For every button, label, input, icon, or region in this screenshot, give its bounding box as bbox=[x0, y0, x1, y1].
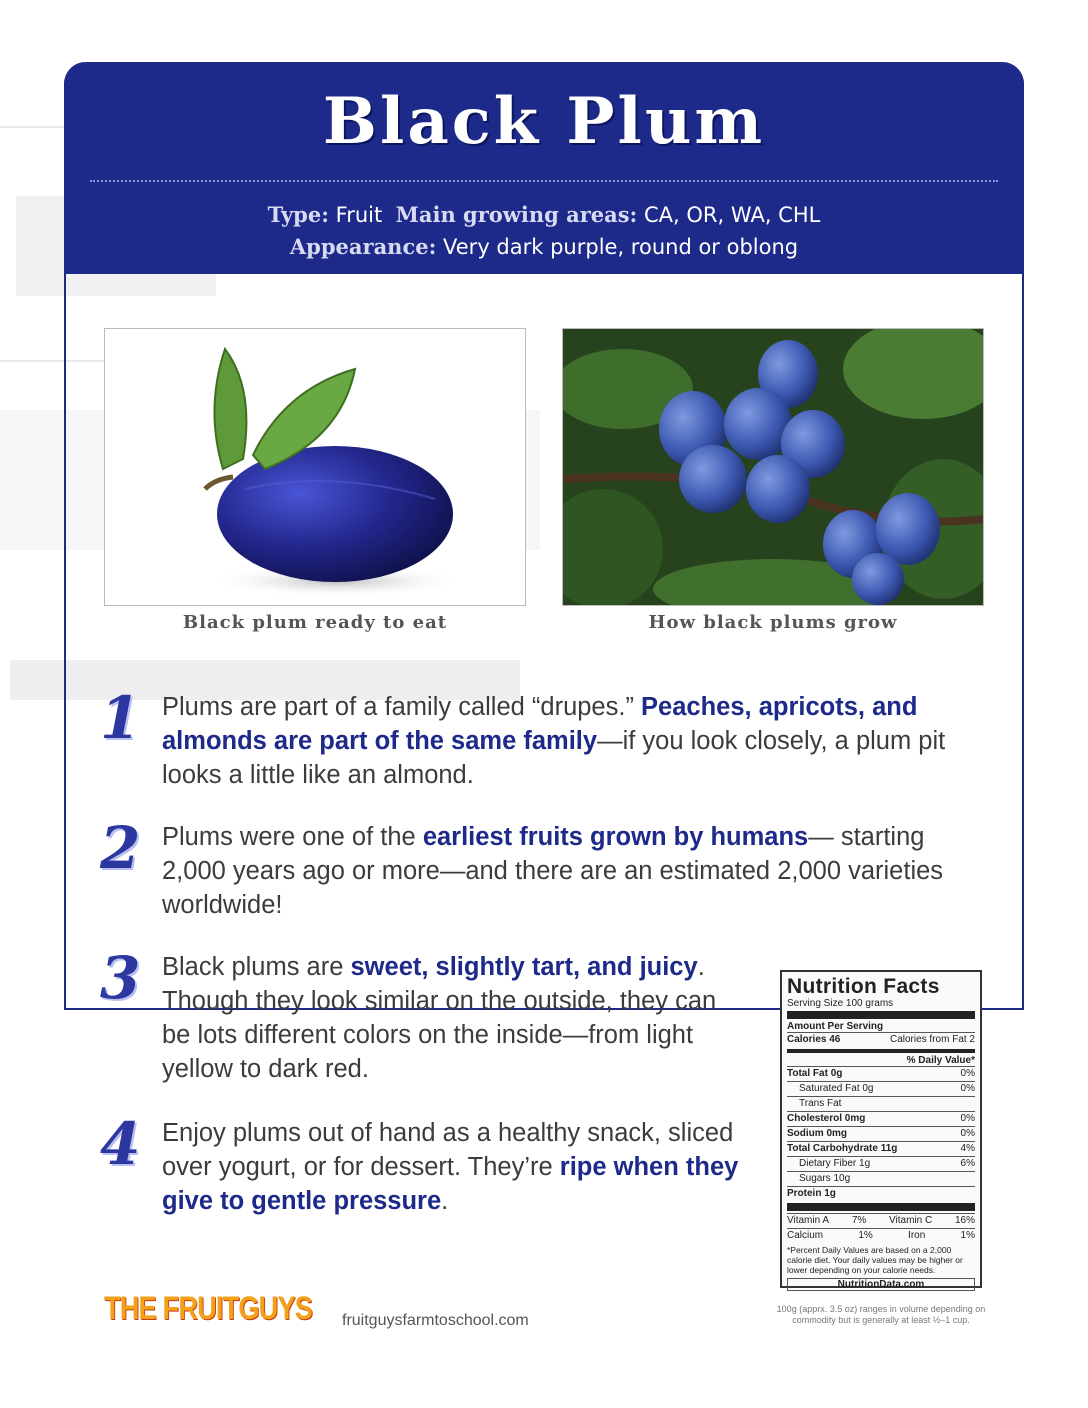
fact-text-part: Black plums are bbox=[162, 953, 351, 981]
nutrient-label: Sodium 0mg bbox=[787, 1128, 848, 1139]
fact-text bbox=[162, 1116, 742, 1218]
photo-caption: Black plum ready to eat bbox=[182, 612, 448, 633]
nutrient-label: Sugars 10g bbox=[799, 1173, 851, 1184]
vitamin-right: Vitamin C bbox=[889, 1215, 933, 1226]
nutrition-facts-panel bbox=[780, 970, 982, 1288]
fact-highlight: sweet, slightly tart, and juicy bbox=[350, 953, 698, 981]
vitamin-rval: 1% bbox=[960, 1230, 975, 1241]
nutrient-label: Saturated Fat 0g bbox=[799, 1083, 874, 1094]
nutrition-source: NutritionData.com bbox=[787, 1278, 975, 1291]
nutrient-row bbox=[787, 1096, 975, 1111]
fact-text-part: . bbox=[441, 1187, 449, 1215]
fact-highlight: Peaches, apricots, and almonds are part of the same family bbox=[162, 693, 918, 755]
nutrient-value: 0% bbox=[960, 1128, 975, 1139]
fact-number: 4 bbox=[100, 1110, 141, 1178]
meta-line-2 bbox=[64, 234, 1024, 259]
nutrient-row bbox=[787, 1081, 975, 1096]
website-link[interactable]: fruitguysfarmtoschool.com bbox=[342, 1312, 529, 1329]
vitamin-left: Calcium bbox=[787, 1230, 824, 1241]
vitamin-row bbox=[787, 1213, 975, 1228]
fact-text-part: —if you look closely, a plum pit looks a little like an almond. bbox=[162, 727, 946, 789]
fact-text-part: — starting 2,000 years ago or more—and there are an estimated 2,000 varieties worldwide! bbox=[162, 823, 944, 919]
nutrient-value: 0% bbox=[960, 1068, 975, 1079]
nutrient-row bbox=[787, 1156, 975, 1171]
fact-text bbox=[162, 690, 972, 792]
plum-tree-photo bbox=[562, 328, 984, 606]
amount-per-serving: Amount Per Serving bbox=[787, 1021, 884, 1032]
type-value: Fruit bbox=[335, 203, 383, 227]
appearance-label: Appearance: bbox=[289, 234, 437, 259]
header-banner bbox=[64, 62, 1024, 274]
page-title: Black Plum bbox=[322, 84, 766, 159]
plum-photo bbox=[104, 328, 526, 606]
vitamin-rval: 16% bbox=[954, 1215, 975, 1226]
fact-item bbox=[100, 1110, 740, 1226]
fact-text-part: Enjoy plums out of hand as a healthy snack, sliced over yogurt, or for dessert. They’re bbox=[162, 1119, 734, 1181]
nutrient-label: Dietary Fiber 1g bbox=[799, 1158, 871, 1169]
vitamin-lval: 1% bbox=[858, 1230, 873, 1241]
meta-line-1 bbox=[64, 202, 1024, 227]
nutrient-row bbox=[787, 1066, 975, 1081]
fruitguys-logo: THE FRUITGUYS bbox=[104, 1290, 313, 1326]
fact-number: 2 bbox=[100, 814, 141, 882]
fact-number: 3 bbox=[100, 944, 141, 1012]
calories-row bbox=[787, 1032, 975, 1047]
fact-text-part: . Though they look similar on the outside, they can be lots different colors on the inside—from light yellow to dark red. bbox=[162, 953, 717, 1083]
nutrient-row bbox=[787, 1171, 975, 1186]
nutrient-label: Trans Fat bbox=[799, 1098, 842, 1109]
fact-number: 1 bbox=[100, 684, 141, 752]
serving-size: Serving Size 100 grams bbox=[787, 998, 894, 1009]
nutrient-value: 0% bbox=[960, 1083, 975, 1094]
divider bbox=[787, 1203, 975, 1211]
vitamin-row bbox=[787, 1228, 975, 1243]
areas-label: Main growing areas: bbox=[395, 202, 638, 227]
nutrient-row bbox=[787, 1111, 975, 1126]
calories-from-fat: Calories from Fat 2 bbox=[889, 1034, 975, 1045]
divider bbox=[787, 1049, 975, 1053]
plum-illustration bbox=[105, 329, 526, 606]
vitamin-lval: 7% bbox=[851, 1215, 867, 1226]
fact-highlight: earliest fruits grown by humans bbox=[422, 823, 809, 851]
type-label: Type: bbox=[267, 202, 329, 227]
photo-caption: How black plums grow bbox=[648, 612, 898, 633]
nutrient-label: Total Carbohydrate 11g bbox=[787, 1143, 898, 1154]
nutrient-value: 4% bbox=[960, 1143, 975, 1154]
nutrition-title: Nutrition Facts bbox=[787, 975, 940, 998]
fact-item bbox=[100, 814, 980, 930]
vitamin-rows bbox=[787, 1213, 975, 1243]
nutrient-row bbox=[787, 1141, 975, 1156]
nutrient-value: 6% bbox=[960, 1158, 975, 1169]
nutrient-label: Cholesterol 0mg bbox=[787, 1113, 866, 1124]
nutrient-row bbox=[787, 1126, 975, 1141]
areas-value: CA, OR, WA, CHL bbox=[644, 203, 821, 227]
fact-text-part: Plums were one of the bbox=[162, 823, 423, 851]
nutrient-label: Protein 1g bbox=[787, 1188, 836, 1199]
vitamin-right: Iron bbox=[908, 1230, 926, 1241]
calories: Calories 46 bbox=[787, 1034, 841, 1045]
nutrient-rows bbox=[787, 1066, 975, 1201]
fact-item bbox=[100, 944, 740, 1090]
plum-tree-illustration bbox=[563, 329, 984, 606]
fact-item bbox=[100, 684, 980, 800]
fact-highlight: ripe when they give to gentle pressure bbox=[162, 1153, 739, 1215]
dotted-divider bbox=[90, 180, 998, 182]
daily-value-header: % Daily Value* bbox=[906, 1055, 975, 1066]
nutrient-value: 0% bbox=[960, 1113, 975, 1124]
fact-text bbox=[162, 820, 972, 922]
divider bbox=[787, 1011, 975, 1019]
nutrient-label: Total Fat 0g bbox=[787, 1068, 843, 1079]
nutrition-footnote: *Percent Daily Values are based on a 2,000 calorie diet. Your daily values may be higher or lower depending on your calorie needs. bbox=[787, 1245, 963, 1275]
fact-text bbox=[162, 950, 732, 1086]
vitamin-left: Vitamin A bbox=[787, 1215, 830, 1226]
fact-text-part: Plums are part of a family called “drupes.” bbox=[162, 693, 642, 721]
appearance-value: Very dark purple, round or oblong bbox=[443, 235, 799, 259]
serving-note: 100g (apprx. 3.5 oz) ranges in volume depending on commodity but is generally at least ½–1 cup. bbox=[776, 1304, 986, 1325]
nutrient-row bbox=[787, 1186, 975, 1201]
